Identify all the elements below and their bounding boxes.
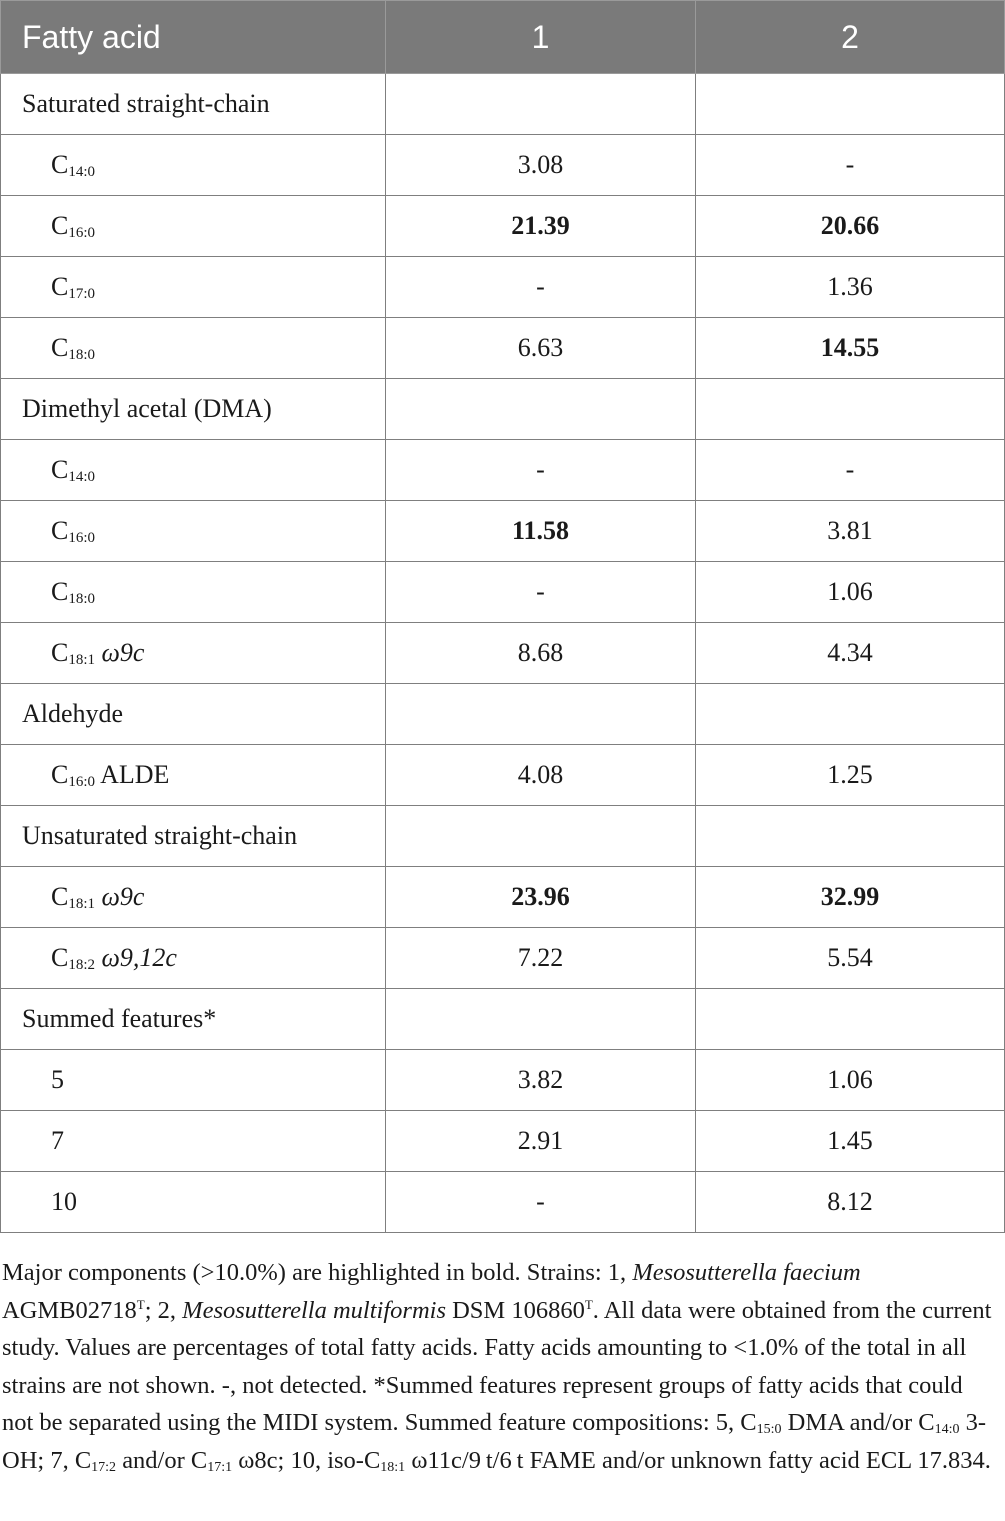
value-strain-1: 23.96 — [386, 867, 696, 928]
empty-cell — [696, 684, 1005, 745]
value-strain-1: 3.08 — [386, 135, 696, 196]
compound-base: 10 — [51, 1187, 77, 1216]
table-row — [1, 867, 1005, 928]
fatty-acid-name — [1, 501, 386, 562]
compound-subscript: 18:0 — [68, 591, 96, 607]
value-strain-2: 1.06 — [696, 1050, 1005, 1111]
table-row — [1, 257, 1005, 318]
compound-subscript: 18:0 — [68, 347, 96, 363]
table-row — [1, 745, 1005, 806]
value-strain-2: 1.06 — [696, 562, 1005, 623]
table-row — [1, 196, 1005, 257]
value-strain-1: 7.22 — [386, 928, 696, 989]
compound-subscript: 17:0 — [68, 286, 96, 302]
value-strain-1: 8.68 — [386, 623, 696, 684]
value-strain-2: 32.99 — [696, 867, 1005, 928]
value-strain-2: 8.12 — [696, 1172, 1005, 1233]
empty-cell — [696, 379, 1005, 440]
group-row — [1, 806, 1005, 867]
fatty-acid-name — [1, 1111, 386, 1172]
compound-base: 7 — [51, 1126, 64, 1155]
table-footnote: Major components (>10.0%) are highlighted in bold. Strains: 1, Mesosutterella faecium $AGMB02718^T$; 2, Mesosutterella multiformis DSM $106860^T$. All data were obtained from the current study. Values are percentages of total fatty acids. Fatty acids amounting to <1.0% of the total in all strains are not shown. -, not detected. *Summed features represent groups of fatty acids that could not be separated using the MIDI system. Summed feature compositions: 5, $C_{15:0}$ DMA and/or $C_{14:0}$ 3-OH; 7, $C_{17:2}$ and/or $C_{17:1}$ ω8c; 10, iso-$C_{18:1}$ ω11c/9 t/6 t FAME and/or unknown fatty acid ECL 17.834. — [2, 1259, 992, 1475]
compound-subscript: 18:1 — [68, 652, 96, 668]
table-row — [1, 1050, 1005, 1111]
value-strain-1: 6.63 — [386, 318, 696, 379]
compound-base: C — [51, 760, 69, 789]
value-strain-2: 5.54 — [696, 928, 1005, 989]
value-strain-2: 1.36 — [696, 257, 1005, 318]
value-strain-1: - — [386, 440, 696, 501]
compound-base: C — [51, 455, 69, 484]
value-strain-1: - — [386, 562, 696, 623]
compound-base: C — [51, 577, 69, 606]
value-strain-1: 11.58 — [386, 501, 696, 562]
table-row — [1, 1172, 1005, 1233]
value-strain-1: 2.91 — [386, 1111, 696, 1172]
table-header-row — [1, 1, 1005, 74]
group-label: Dimethyl acetal (DMA) — [1, 379, 386, 440]
compound-subscript: 14:0 — [68, 469, 96, 485]
empty-cell — [386, 74, 696, 135]
table-row — [1, 501, 1005, 562]
compound-subscript: 16:0 — [68, 225, 96, 241]
table-row — [1, 562, 1005, 623]
fatty-acid-name — [1, 1172, 386, 1233]
table-row — [1, 440, 1005, 501]
compound-base: C — [51, 272, 69, 301]
value-strain-2: 20.66 — [696, 196, 1005, 257]
table-row — [1, 623, 1005, 684]
table-body — [1, 74, 1005, 1233]
fatty-acid-name — [1, 196, 386, 257]
compound-suffix: ω9c — [101, 882, 145, 911]
fatty-acid-name — [1, 562, 386, 623]
value-strain-2: 1.45 — [696, 1111, 1005, 1172]
group-label: Unsaturated straight-chain — [1, 806, 386, 867]
table-row — [1, 318, 1005, 379]
value-strain-1: 3.82 — [386, 1050, 696, 1111]
table-row — [1, 928, 1005, 989]
compound-base: C — [51, 516, 69, 545]
group-row — [1, 684, 1005, 745]
compound-base: C — [51, 943, 69, 972]
empty-cell — [696, 989, 1005, 1050]
group-row — [1, 379, 1005, 440]
value-strain-1: - — [386, 1172, 696, 1233]
compound-base: C — [51, 882, 69, 911]
empty-cell — [696, 806, 1005, 867]
header-fatty-acid: Fatty acid — [1, 1, 386, 74]
group-row — [1, 989, 1005, 1050]
fatty-acid-name — [1, 257, 386, 318]
table-row — [1, 135, 1005, 196]
fatty-acid-name — [1, 440, 386, 501]
compound-subscript: 16:0 — [68, 774, 96, 790]
compound-suffix: ω9c — [101, 638, 145, 667]
compound-base: 5 — [51, 1065, 64, 1094]
value-strain-2: 4.34 — [696, 623, 1005, 684]
value-strain-2: 14.55 — [696, 318, 1005, 379]
fatty-acid-name — [1, 623, 386, 684]
compound-suffix: ω9,12c — [101, 943, 177, 972]
group-label: Summed features* — [1, 989, 386, 1050]
fatty-acid-name — [1, 867, 386, 928]
compound-base: C — [51, 150, 69, 179]
compound-subscript: 16:0 — [68, 530, 96, 546]
group-row — [1, 74, 1005, 135]
fatty-acid-name — [1, 135, 386, 196]
value-strain-2: 3.81 — [696, 501, 1005, 562]
empty-cell — [386, 684, 696, 745]
group-label: Saturated straight-chain — [1, 74, 386, 135]
value-strain-1: 4.08 — [386, 745, 696, 806]
group-label: Aldehyde — [1, 684, 386, 745]
compound-suffix: ALDE — [95, 760, 170, 789]
header-strain-2: 2 — [696, 1, 1005, 74]
fatty-acid-name — [1, 745, 386, 806]
compound-base: C — [51, 333, 69, 362]
value-strain-2: - — [696, 440, 1005, 501]
value-strain-2: - — [696, 135, 1005, 196]
compound-subscript: 18:2 — [68, 957, 96, 973]
empty-cell — [386, 989, 696, 1050]
table-row — [1, 1111, 1005, 1172]
fatty-acid-name — [1, 1050, 386, 1111]
fatty-acid-name — [1, 928, 386, 989]
value-strain-1: 21.39 — [386, 196, 696, 257]
compound-base: C — [51, 638, 69, 667]
value-strain-1: - — [386, 257, 696, 318]
compound-subscript: 14:0 — [68, 164, 96, 180]
header-strain-1: 1 — [386, 1, 696, 74]
empty-cell — [386, 379, 696, 440]
empty-cell — [696, 74, 1005, 135]
empty-cell — [386, 806, 696, 867]
compound-base: C — [51, 211, 69, 240]
fatty-acid-name — [1, 318, 386, 379]
compound-subscript: 18:1 — [68, 896, 96, 912]
value-strain-2: 1.25 — [696, 745, 1005, 806]
